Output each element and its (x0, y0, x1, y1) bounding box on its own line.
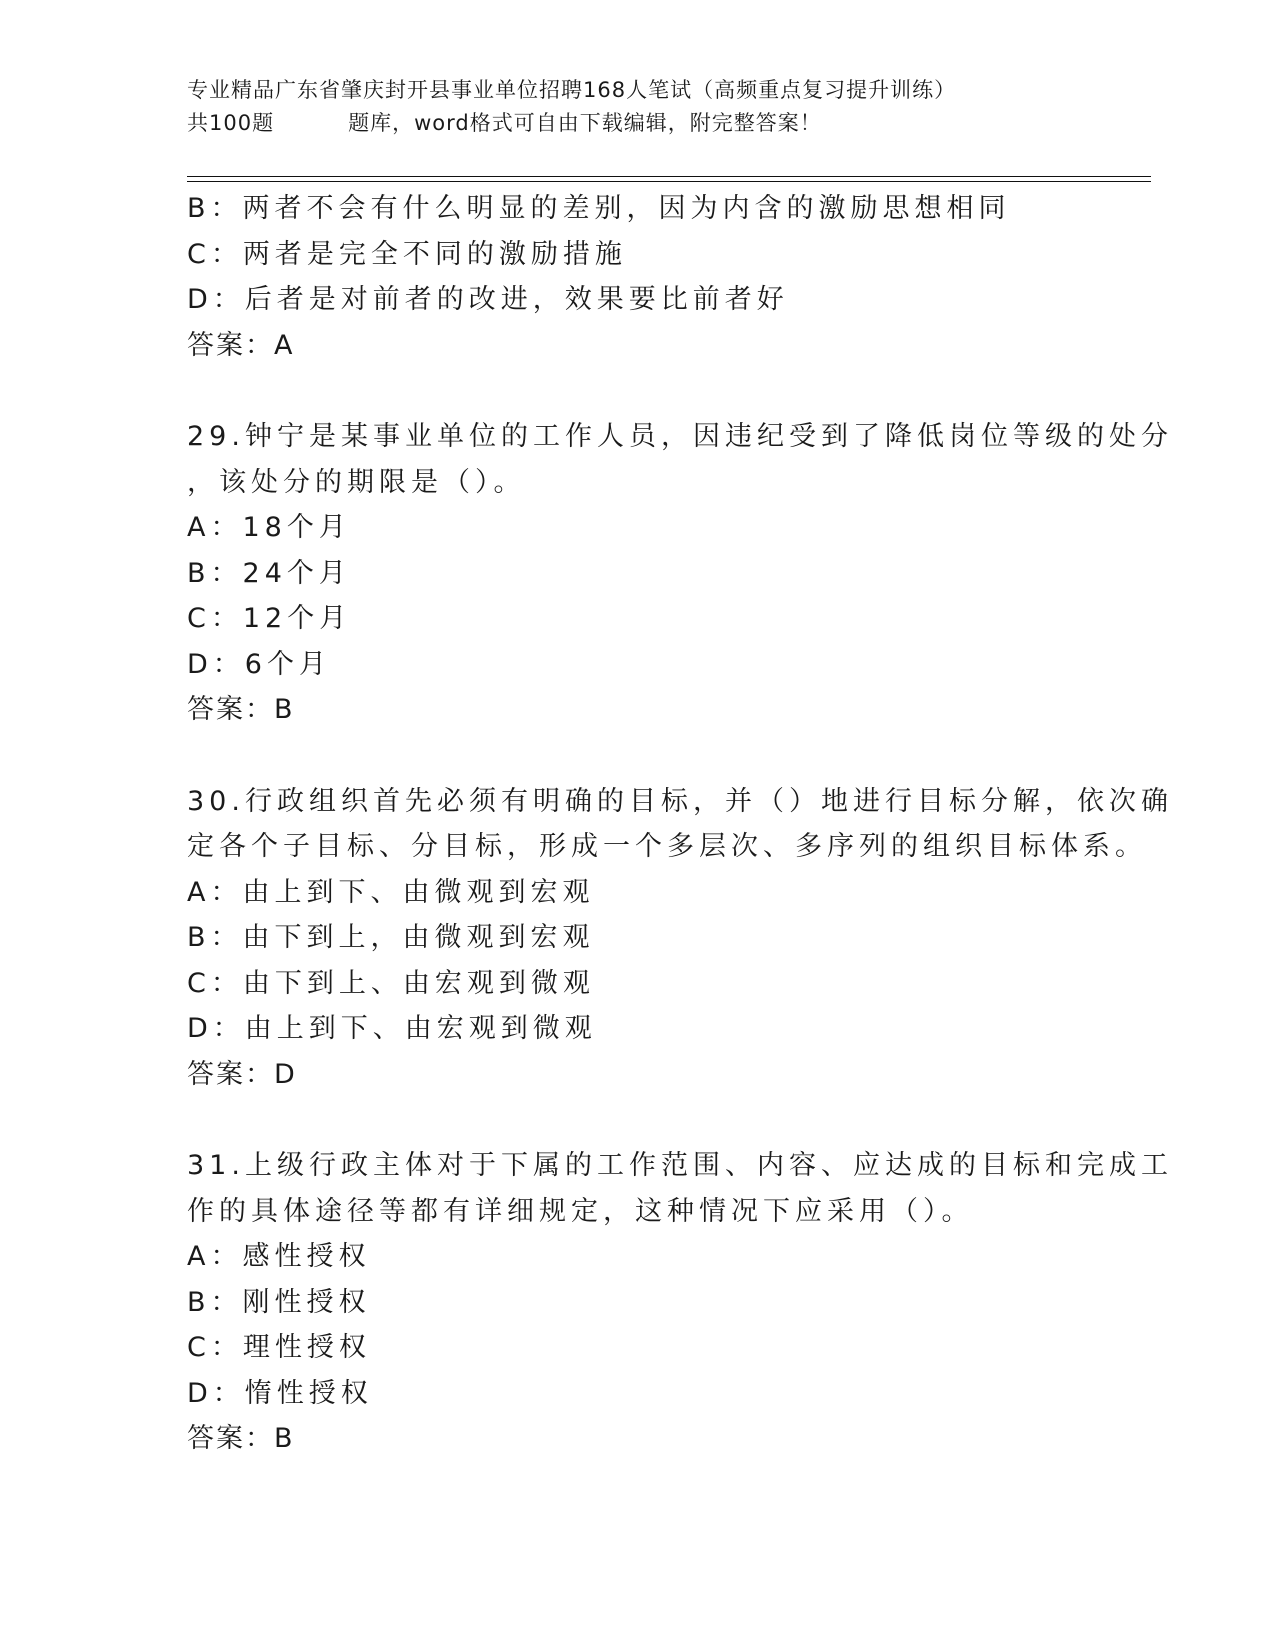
question-stem-line: ，该处分的期限是（）。 (187, 466, 526, 498)
question-29 (187, 414, 1173, 733)
option-b: B：两者不会有什么明显的差别，因为内含的激励思想相同 (187, 193, 1011, 224)
question-31 (187, 1143, 1173, 1462)
question-stem-line: 31.上级行政主体对于下属的工作范围、内容、应达成的目标和完成工 (187, 1150, 1173, 1181)
answer-line: 答案：B (187, 694, 295, 725)
option-b: B：刚性授权 (187, 1286, 371, 1318)
question-stem-line: 定各个子目标、分目标，形成一个多层次、多序列的组织目标体系。 (187, 831, 1147, 862)
question-stem-line: 29.钟宁是某事业单位的工作人员，因违纪受到了降低岗位等级的处分 (187, 421, 1173, 452)
option-d: D：惰性授权 (187, 1377, 373, 1409)
option-b: B：由下到上，由微观到宏观 (187, 922, 595, 953)
option-c: C：理性授权 (187, 1332, 371, 1363)
question-stem-line: 作的具体途径等都有详细规定，这种情况下应采用（）。 (187, 1195, 974, 1227)
question-30 (187, 779, 1173, 1098)
option-c: C：由下到上、由宏观到微观 (187, 967, 595, 999)
option-c: C：两者是完全不同的激励措施 (187, 238, 627, 270)
header-question-count: 共100题 (187, 111, 275, 135)
option-c: C：12个月 (187, 603, 352, 634)
option-a: A：18个月 (187, 512, 351, 543)
answer-line: 答案：A (187, 329, 295, 361)
option-b: B：24个月 (187, 557, 351, 589)
option-a: A：感性授权 (187, 1241, 371, 1272)
question-stem-line: 30.行政组织首先必须有明确的目标，并（）地进行目标分解，依次确 (187, 785, 1173, 817)
answer-line: 答案：B (187, 1423, 295, 1454)
question-content (187, 186, 1173, 1462)
previous-question-tail (187, 186, 1087, 368)
option-a: A：由上到下、由微观到宏观 (187, 876, 595, 908)
header-description: 题库，word格式可自由下载编辑，附完整答案！ (348, 111, 822, 135)
option-d: D：6个月 (187, 648, 331, 680)
header-subtitle-line (187, 107, 1147, 140)
header-divider-bottom (187, 181, 1151, 182)
answer-line: 答案：D (187, 1058, 297, 1090)
option-d: D：后者是对前者的改进，效果要比前者好 (187, 284, 789, 315)
option-d: D：由上到下、由宏观到微观 (187, 1013, 597, 1044)
header-title-line: 专业精品广东省肇庆封开县事业单位招聘168人笔试（高频重点复习提升训练） (187, 78, 957, 102)
document-header (187, 74, 1147, 140)
header-divider-top (187, 176, 1151, 177)
